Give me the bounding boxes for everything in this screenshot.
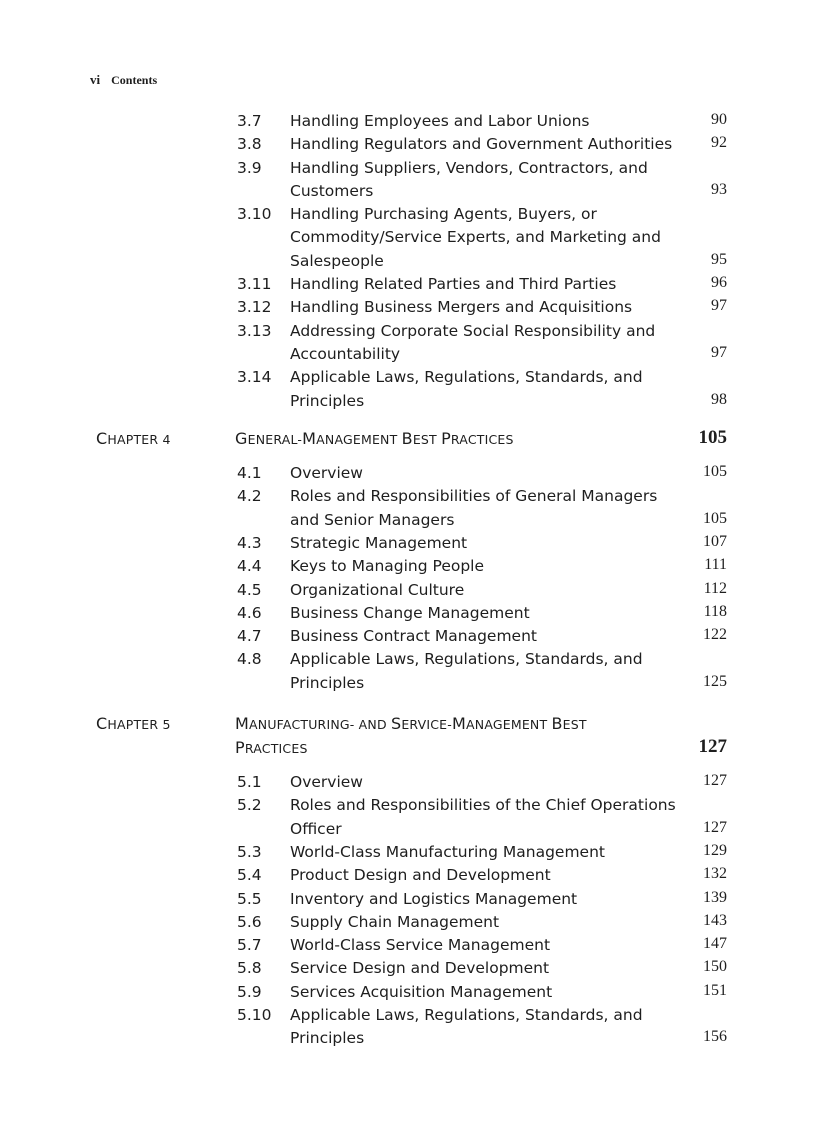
chapter-page-number: 127	[698, 736, 727, 757]
section-title-line: and Senior Managers	[290, 510, 455, 529]
section-title-line: Principles	[290, 391, 365, 410]
toc-entry	[0, 1006, 816, 1053]
section-title-line: Addressing Corporate Social Responsibility and	[290, 321, 656, 340]
section-title-line: Handling Regulators and Government Authorities	[290, 135, 673, 154]
section-number: 4.6	[237, 603, 262, 622]
toc-entry	[0, 983, 816, 1006]
section-title-line: Applicable Laws, Regulations, Standards, and	[290, 1006, 643, 1024]
chapter-page-number: 105	[698, 427, 727, 448]
page-number: 143	[703, 911, 727, 929]
chapter-label: CHAPTER 4	[96, 429, 171, 448]
section-number: 3.13	[237, 321, 272, 340]
section-title-line: Business Change Management	[290, 603, 530, 622]
page-number: 112	[703, 579, 727, 597]
page-folio: vi	[90, 72, 101, 87]
chapter-label: CHAPTER 5	[96, 714, 171, 733]
page-number: 95	[711, 250, 727, 268]
section-number: 3.7	[237, 112, 262, 130]
toc-entry	[0, 959, 816, 982]
section-title-line: Strategic Management	[290, 533, 468, 552]
section-title-line: Roles and Responsibilities of the Chief Operations	[290, 796, 676, 815]
toc-entry	[0, 604, 816, 627]
section-title-line: Accountability	[290, 344, 401, 363]
page-number: 122	[703, 626, 727, 644]
section-number: 5.5	[237, 889, 262, 908]
section-title-line: Service Design and Development	[290, 959, 550, 978]
toc-entry	[0, 650, 816, 697]
toc-entry	[0, 866, 816, 889]
page-number: 127	[703, 818, 727, 836]
toc-entry	[0, 627, 816, 650]
page-number: 150	[703, 958, 727, 976]
section-number: 4.3	[237, 533, 262, 552]
page-number: 93	[711, 180, 727, 198]
section-title-line: Overview	[290, 464, 363, 482]
section-title-line: Customers	[290, 181, 374, 200]
page-number: 132	[703, 865, 727, 883]
page-number: 105	[703, 463, 727, 480]
section-number: 4.7	[237, 627, 262, 646]
section-number: 3.8	[237, 135, 262, 154]
toc-entry	[0, 913, 816, 936]
section-number: 5.3	[237, 842, 262, 861]
section-number: 3.12	[237, 298, 272, 317]
chapter-title-line: PRACTICES	[235, 738, 308, 757]
page-number: 107	[703, 532, 727, 550]
section-title-line: Organizational Culture	[290, 580, 465, 599]
section-number: 5.8	[237, 959, 262, 978]
section-number: 5.1	[237, 773, 262, 791]
toc-entry	[0, 135, 816, 158]
section-number: 4.4	[237, 557, 262, 576]
toc-entry	[0, 890, 816, 913]
section-title-line: World-Class Manufacturing Management	[290, 842, 605, 861]
section-number: 4.2	[237, 487, 262, 506]
page-number: 129	[703, 841, 727, 859]
running-title: Contents	[111, 73, 158, 87]
section-number: 3.11	[237, 275, 272, 294]
page-number: 125	[703, 672, 727, 690]
toc-entry	[0, 773, 816, 796]
toc-entry	[0, 112, 816, 135]
section-number: 5.10	[237, 1006, 272, 1024]
page-number: 92	[711, 134, 727, 152]
toc-entry	[0, 557, 816, 580]
section-number: 5.7	[237, 936, 262, 955]
toc-entry	[0, 581, 816, 604]
section-title-line: Services Acquisition Management	[290, 982, 553, 1001]
page-number: 97	[711, 343, 727, 361]
section-title-line: Officer	[290, 819, 342, 838]
section-title-line: Handling Employees and Labor Unions	[290, 112, 590, 130]
section-number: 4.8	[237, 650, 262, 669]
section-number: 4.1	[237, 464, 262, 482]
section-title-line: Handling Suppliers, Vendors, Contractors, and	[290, 158, 648, 177]
section-title-line: Handling Business Mergers and Acquisitions	[290, 298, 633, 317]
section-title-line: Principles	[290, 673, 365, 692]
section-title-line: Business Contract Management	[290, 627, 537, 646]
page-number: 97	[711, 297, 727, 315]
page-number: 98	[711, 390, 727, 408]
toc-entry	[0, 298, 816, 321]
section-title-line: Handling Related Parties and Third Parties	[290, 275, 617, 294]
toc-entry	[0, 205, 816, 275]
section-title-line: Overview	[290, 773, 363, 791]
section-number: 3.9	[237, 158, 262, 177]
toc-entry	[0, 796, 816, 843]
section-number: 5.4	[237, 866, 262, 885]
page-number: 90	[711, 111, 727, 128]
toc-entry	[0, 275, 816, 298]
page-number: 105	[703, 509, 727, 527]
toc-entry	[0, 368, 816, 415]
section-number: 5.9	[237, 982, 262, 1001]
section-title-line: Applicable Laws, Regulations, Standards, and	[290, 650, 643, 669]
page-number: 111	[704, 556, 727, 574]
chapter-title-line: MANUFACTURING- AND SERVICE-MANAGEMENT BEST	[235, 714, 587, 733]
page-number: 96	[711, 274, 727, 292]
running-header	[90, 72, 157, 88]
section-number: 3.14	[237, 368, 272, 387]
section-title-line: Product Design and Development	[290, 866, 551, 885]
page-number: 139	[703, 888, 727, 906]
section-title-line: Salespeople	[290, 251, 384, 270]
toc-entry	[0, 159, 816, 206]
section-title-line: Keys to Managing People	[290, 557, 485, 576]
section-title-line: Roles and Responsibilities of General Managers	[290, 487, 658, 506]
section-number: 5.2	[237, 796, 262, 815]
section-number: 4.5	[237, 580, 262, 599]
section-title-line: Applicable Laws, Regulations, Standards, and	[290, 368, 643, 387]
toc-entry	[0, 534, 816, 557]
section-title-line: Supply Chain Management	[290, 912, 500, 931]
page-number: 147	[703, 935, 727, 953]
page-number: 151	[703, 981, 727, 999]
section-number: 5.6	[237, 912, 262, 931]
page-number: 118	[703, 602, 727, 620]
section-title-line: Principles	[290, 1029, 365, 1048]
section-number: 3.10	[237, 205, 272, 224]
section-title-line: Inventory and Logistics Management	[290, 889, 578, 908]
section-title-line: World-Class Service Management	[290, 936, 551, 955]
toc-entry	[0, 322, 816, 369]
section-title-line: Handling Purchasing Agents, Buyers, or	[290, 205, 597, 224]
toc-entry	[0, 843, 816, 866]
page-number: 127	[703, 772, 727, 789]
toc-entry	[0, 936, 816, 959]
page-number: 156	[703, 1028, 727, 1046]
toc-entry	[0, 487, 816, 534]
chapter-title-line: GENERAL-MANAGEMENT BEST PRACTICES	[235, 429, 514, 448]
toc-entry	[0, 464, 816, 487]
section-title-line: Commodity/Service Experts, and Marketing and	[290, 228, 661, 247]
